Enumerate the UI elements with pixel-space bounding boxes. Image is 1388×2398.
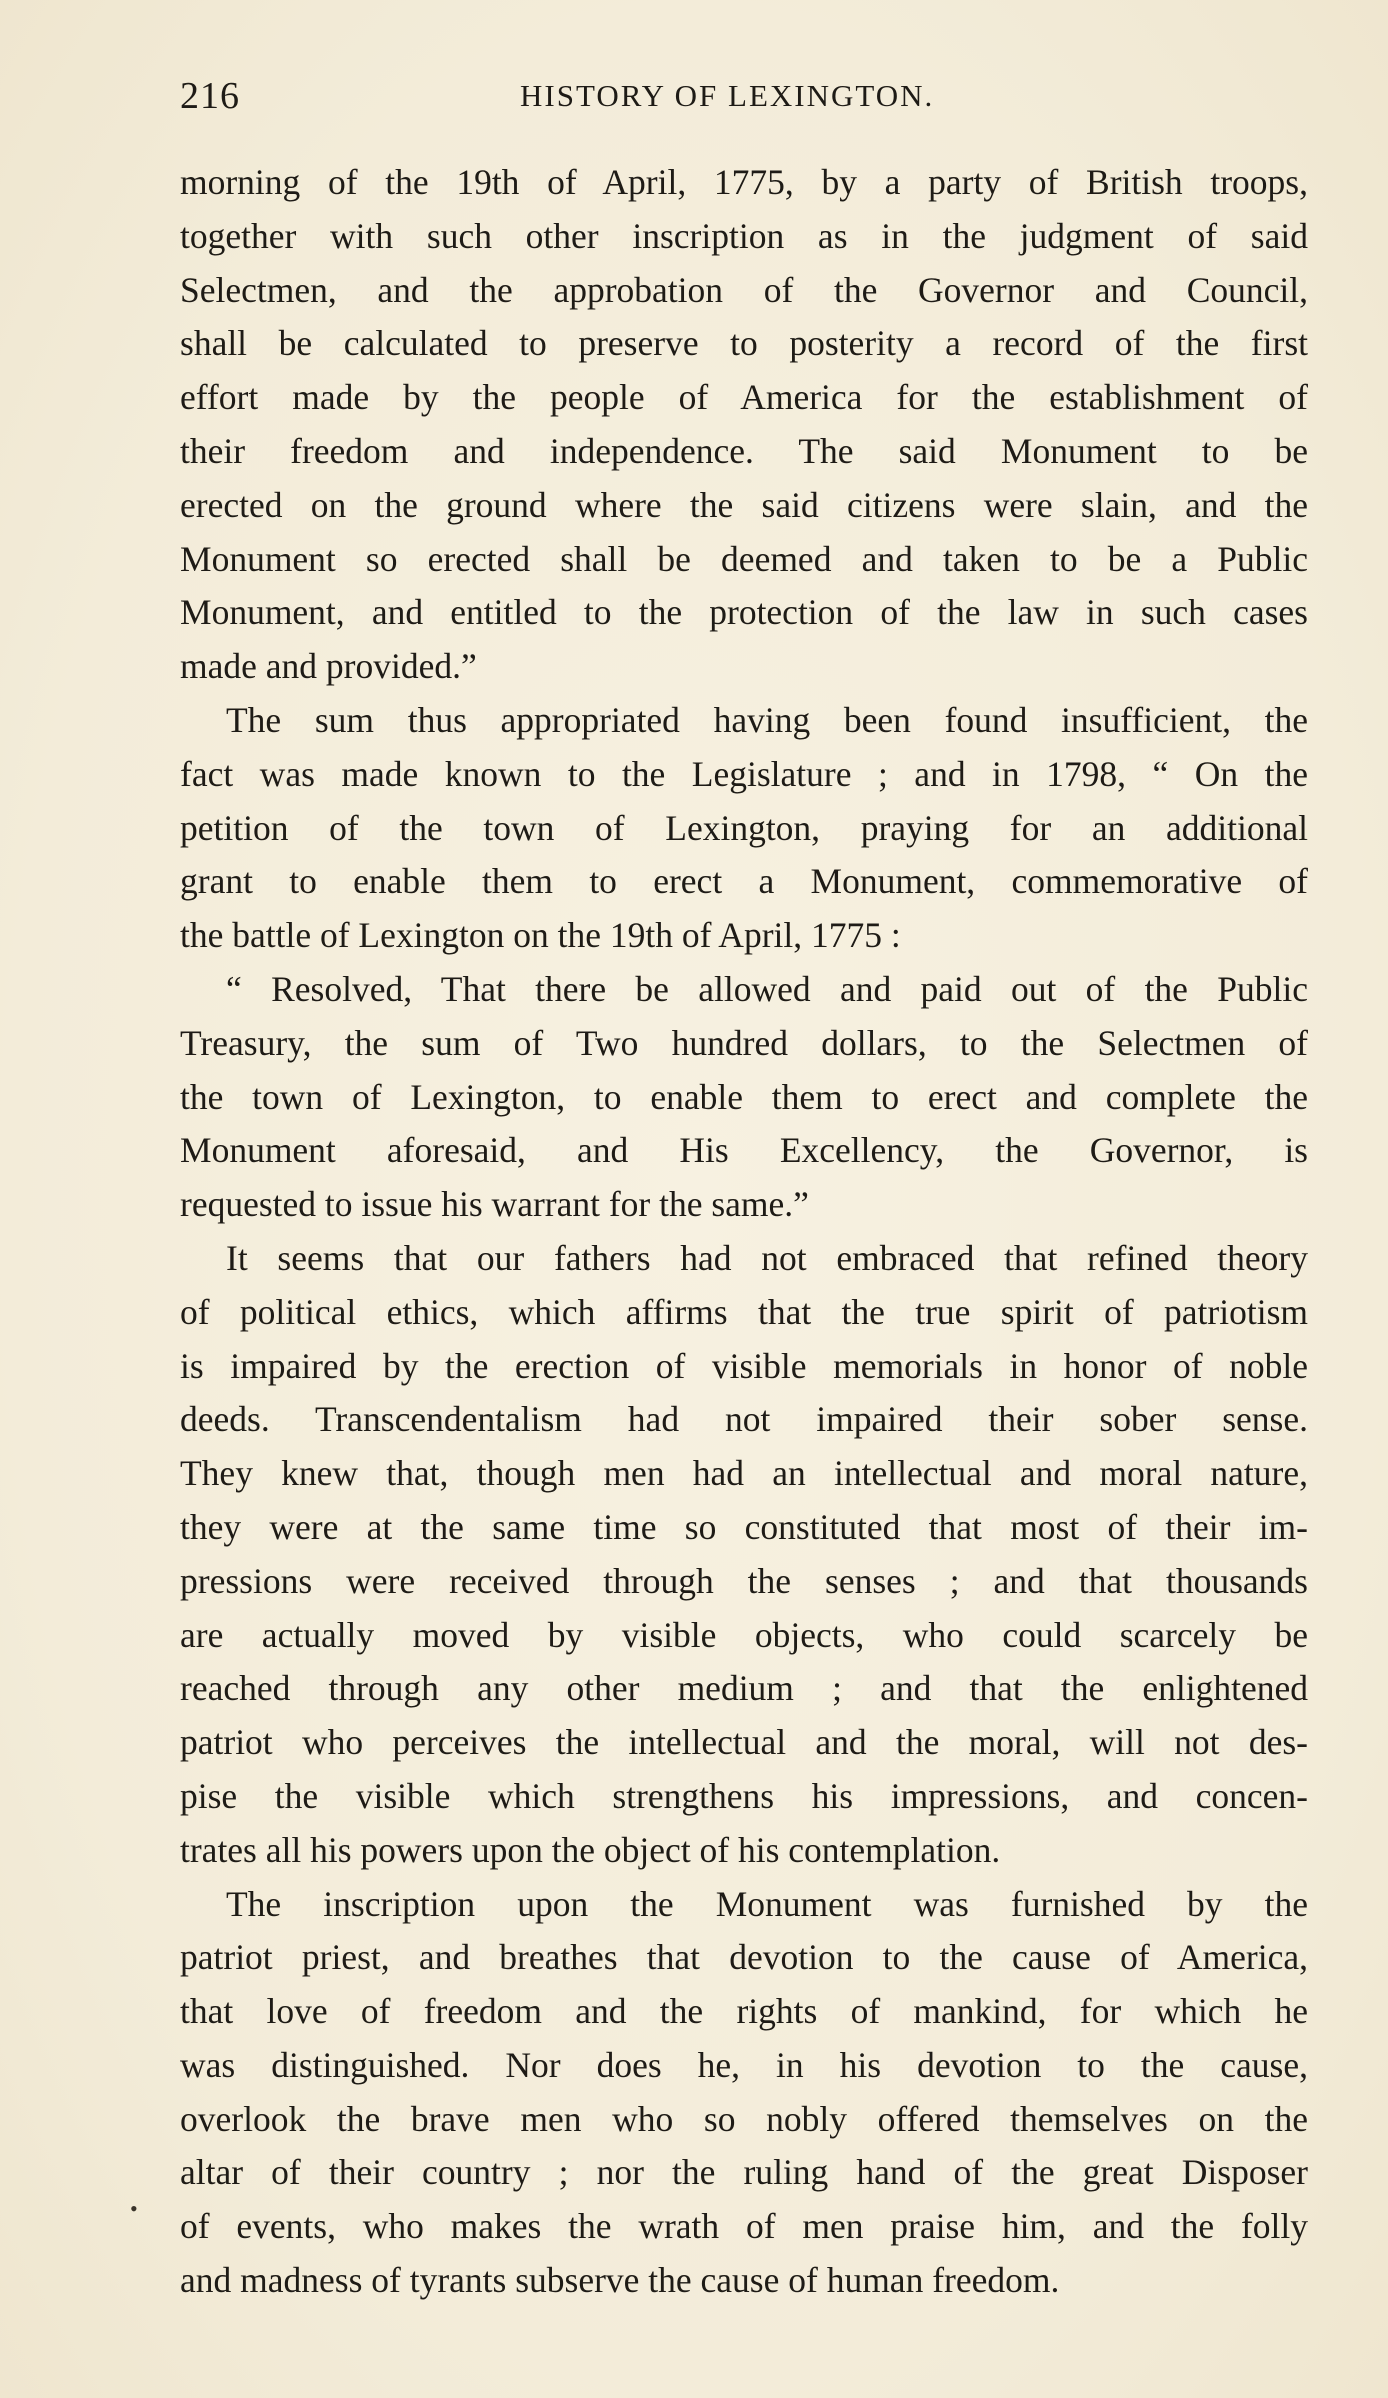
- text-line: shall be calculated to preserve to posterity a record of the first: [180, 323, 1308, 364]
- text-line: their freedom and independence. The said Monument to be: [180, 430, 1308, 471]
- text-line: Selectmen, and the approbation of the Governor and Council,: [180, 269, 1308, 310]
- text-line: patriot priest, and breathes that devotion to the cause of America,: [180, 1937, 1308, 1978]
- text-line: The inscription upon the Monument was furnished by the: [226, 1883, 1308, 1924]
- body-text: [180, 156, 1308, 2308]
- text-line: they were at the same time so constituted that most of their im-: [180, 1506, 1308, 1547]
- text-line: together with such other inscription as in the judgment of said: [180, 215, 1308, 256]
- text-line: are actually moved by visible objects, who could scarcely be: [180, 1614, 1308, 1655]
- text-line: effort made by the people of America for the establishment of: [180, 377, 1308, 418]
- text-line: petition of the town of Lexington, praying for an additional: [180, 807, 1308, 848]
- text-line: erected on the ground where the said citizens were slain, and the: [180, 484, 1308, 525]
- text-line: deeds. Transcendentalism had not impaired their sober sense.: [180, 1399, 1308, 1440]
- text-line: Treasury, the sum of Two hundred dollars, to the Selectmen of: [180, 1022, 1308, 1063]
- text-line: grant to enable them to erect a Monument, commemorative of: [180, 861, 1308, 902]
- text-line: patriot who perceives the intellectual and the moral, will not des-: [180, 1722, 1308, 1763]
- text-line: overlook the brave men who so nobly offered themselves on the: [180, 2098, 1308, 2139]
- text-line: the battle of Lexington on the 19th of April, 1775 :: [180, 915, 901, 956]
- text-line: morning of the 19th of April, 1775, by a party of British troops,: [180, 162, 1308, 202]
- text-line: Monument aforesaid, and His Excellency, the Governor, is: [180, 1130, 1308, 1171]
- text-line: It seems that our fathers had not embraced that refined theory: [226, 1237, 1308, 1278]
- text-line: Monument, and entitled to the protection of the law in such cases: [180, 592, 1308, 633]
- text-line: of events, who makes the wrath of men praise him, and the folly: [180, 2206, 1308, 2247]
- text-line: and madness of tyrants subserve the cause of human freedom.: [180, 2260, 1060, 2301]
- margin-mark: •: [130, 2196, 138, 2221]
- text-line: made and provided.”: [180, 646, 477, 687]
- text-line: is impaired by the erection of visible memorials in honor of noble: [180, 1345, 1308, 1386]
- text-line: pressions were received through the senses ; and that thousands: [180, 1560, 1308, 1601]
- page-header: [180, 74, 1310, 124]
- text-line: was distinguished. Nor does he, in his devotion to the cause,: [180, 2044, 1308, 2085]
- text-line: reached through any other medium ; and that the enlightened: [180, 1668, 1308, 1709]
- text-line: fact was made known to the Legislature ; and in 1798, “ On the: [180, 753, 1308, 794]
- text-line: The sum thus appropriated having been found insufficient, the: [226, 699, 1308, 740]
- running-head: HISTORY OF LEXINGTON.: [520, 78, 935, 113]
- text-line: requested to issue his warrant for the same.”: [180, 1184, 809, 1225]
- text-line: the town of Lexington, to enable them to erect and complete the: [180, 1076, 1308, 1117]
- text-line: of political ethics, which affirms that the true spirit of patriotism: [180, 1291, 1308, 1332]
- text-line: Monument so erected shall be deemed and taken to be a Public: [180, 538, 1308, 579]
- text-line: “ Resolved, That there be allowed and paid out of the Public: [226, 968, 1308, 1009]
- text-line: They knew that, though men had an intellectual and moral nature,: [180, 1453, 1308, 1494]
- text-line: pise the visible which strengthens his impressions, and concen-: [180, 1775, 1308, 1816]
- page-number: 216: [180, 75, 240, 117]
- text-line: that love of freedom and the rights of mankind, for which he: [180, 1991, 1308, 2032]
- text-line: altar of their country ; nor the ruling hand of the great Disposer: [180, 2152, 1308, 2193]
- text-line: trates all his powers upon the object of his contemplation.: [180, 1829, 1001, 1870]
